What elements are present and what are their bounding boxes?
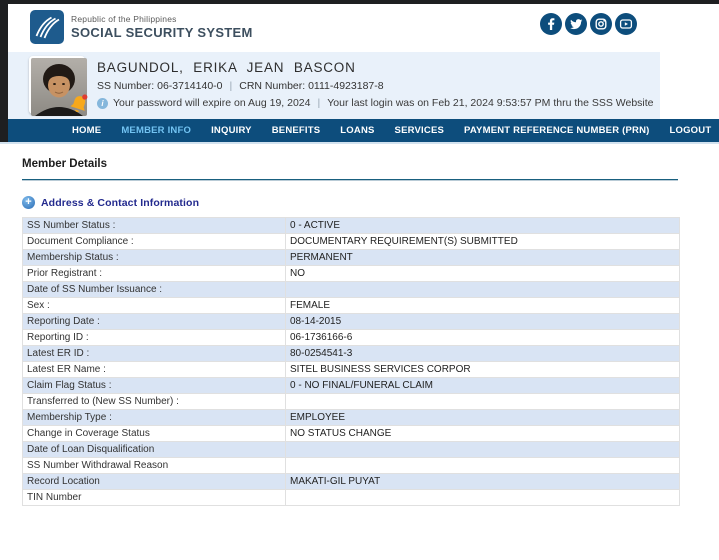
detail-row — [23, 330, 680, 346]
detail-row — [23, 426, 680, 442]
main-nav — [0, 119, 719, 142]
social-links — [540, 13, 637, 35]
ss-number: SS Number: 06-3714140-0 — [97, 80, 223, 92]
detail-value: 06-1736166-6 — [286, 330, 680, 346]
instagram-icon[interactable] — [590, 13, 612, 35]
detail-value — [286, 282, 680, 298]
detail-row — [23, 298, 680, 314]
detail-label: Reporting Date : — [23, 314, 286, 330]
detail-label: TIN Number — [23, 490, 286, 506]
nav-item[interactable]: SERVICES — [394, 125, 445, 136]
nav-item[interactable]: PAYMENT REFERENCE NUMBER (PRN) — [464, 125, 650, 136]
detail-label: Date of SS Number Issuance : — [23, 282, 286, 298]
detail-value: 80-0254541-3 — [286, 346, 680, 362]
member-id-line — [97, 80, 654, 92]
section-header — [22, 196, 678, 209]
detail-row — [23, 362, 680, 378]
detail-value — [286, 394, 680, 410]
detail-label: Record Location — [23, 474, 286, 490]
detail-value: 0 - ACTIVE — [286, 218, 680, 234]
detail-value: DOCUMENTARY REQUIREMENT(S) SUBMITTED — [286, 234, 680, 250]
page-title: Member Details — [22, 158, 108, 170]
window-frame-left — [0, 0, 8, 142]
detail-label: Membership Status : — [23, 250, 286, 266]
detail-value: PERMANENT — [286, 250, 680, 266]
nav-item[interactable]: LOGOUT — [669, 125, 712, 136]
twitter-icon[interactable] — [565, 13, 587, 35]
content-area — [22, 144, 678, 506]
brand-tagline: Republic of the Philippines — [71, 14, 177, 24]
last-login-notice: Your last login was on Feb 21, 2024 9:53:57 PM thru the SSS Website — [327, 97, 654, 109]
sss-logo-icon — [30, 10, 64, 44]
nav-item[interactable]: MEMBER INFO — [121, 125, 192, 136]
detail-value: FEMALE — [286, 298, 680, 314]
detail-label: Reporting ID : — [23, 330, 286, 346]
detail-row — [23, 458, 680, 474]
detail-label: Membership Type : — [23, 410, 286, 426]
plus-circle-icon[interactable]: + — [22, 196, 35, 209]
nav-item[interactable]: INQUIRY — [211, 125, 252, 136]
detail-value: EMPLOYEE — [286, 410, 680, 426]
brand-org-name: SOCIAL SECURITY SYSTEM — [71, 25, 253, 40]
detail-value: NO — [286, 266, 680, 282]
facebook-icon[interactable] — [540, 13, 562, 35]
detail-label: Document Compliance : — [23, 234, 286, 250]
member-notice-line — [97, 97, 654, 109]
password-expiry-notice: Your password will expire on Aug 19, 2024 — [113, 97, 311, 109]
detail-label: Change in Coverage Status — [23, 426, 286, 442]
detail-label: Date of Loan Disqualification — [23, 442, 286, 458]
nav-item[interactable]: HOME — [72, 125, 102, 136]
detail-label: Sex : — [23, 298, 286, 314]
detail-label: Latest ER ID : — [23, 346, 286, 362]
detail-row — [23, 490, 680, 506]
detail-row — [23, 346, 680, 362]
detail-row — [23, 266, 680, 282]
info-icon: i — [97, 98, 108, 109]
detail-value: 08-14-2015 — [286, 314, 680, 330]
detail-value: NO STATUS CHANGE — [286, 426, 680, 442]
separator: | — [229, 80, 233, 92]
detail-row — [23, 314, 680, 330]
detail-value: 0 - NO FINAL/FUNERAL CLAIM — [286, 378, 680, 394]
detail-label: Claim Flag Status : — [23, 378, 286, 394]
detail-row — [23, 378, 680, 394]
brand[interactable] — [30, 10, 253, 44]
nav-item[interactable]: LOANS — [340, 125, 375, 136]
detail-row — [23, 250, 680, 266]
detail-row — [23, 394, 680, 410]
notification-bell-icon[interactable] — [69, 92, 90, 115]
brand-text — [71, 14, 253, 40]
detail-row — [23, 282, 680, 298]
detail-value: SITEL BUSINESS SERVICES CORPOR — [286, 362, 680, 378]
detail-label: SS Number Status : — [23, 218, 286, 234]
detail-value — [286, 458, 680, 474]
member-photo — [29, 56, 85, 114]
section-title: Address & Contact Information — [41, 196, 200, 209]
site-header — [8, 4, 719, 52]
crn-number: CRN Number: 0111-4923187-8 — [239, 80, 384, 92]
detail-row — [23, 474, 680, 490]
title-divider — [22, 179, 678, 181]
member-text — [97, 60, 654, 109]
member-info-bar — [8, 52, 660, 119]
youtube-icon[interactable] — [615, 13, 637, 35]
detail-value: MAKATI-GIL PUYAT — [286, 474, 680, 490]
detail-row — [23, 442, 680, 458]
detail-label: Latest ER Name : — [23, 362, 286, 378]
detail-row — [23, 410, 680, 426]
nav-item[interactable]: BENEFITS — [271, 125, 321, 136]
detail-row — [23, 234, 680, 250]
detail-value — [286, 442, 680, 458]
member-name: BAGUNDOL, ERIKA JEAN BASCON — [97, 60, 356, 75]
separator: | — [317, 97, 321, 109]
window-frame-top — [0, 0, 719, 4]
detail-value — [286, 490, 680, 506]
detail-row — [23, 218, 680, 234]
detail-label: Transferred to (New SS Number) : — [23, 394, 286, 410]
details-table — [22, 217, 680, 506]
detail-label: SS Number Withdrawal Reason — [23, 458, 286, 474]
detail-label: Prior Registrant : — [23, 266, 286, 282]
